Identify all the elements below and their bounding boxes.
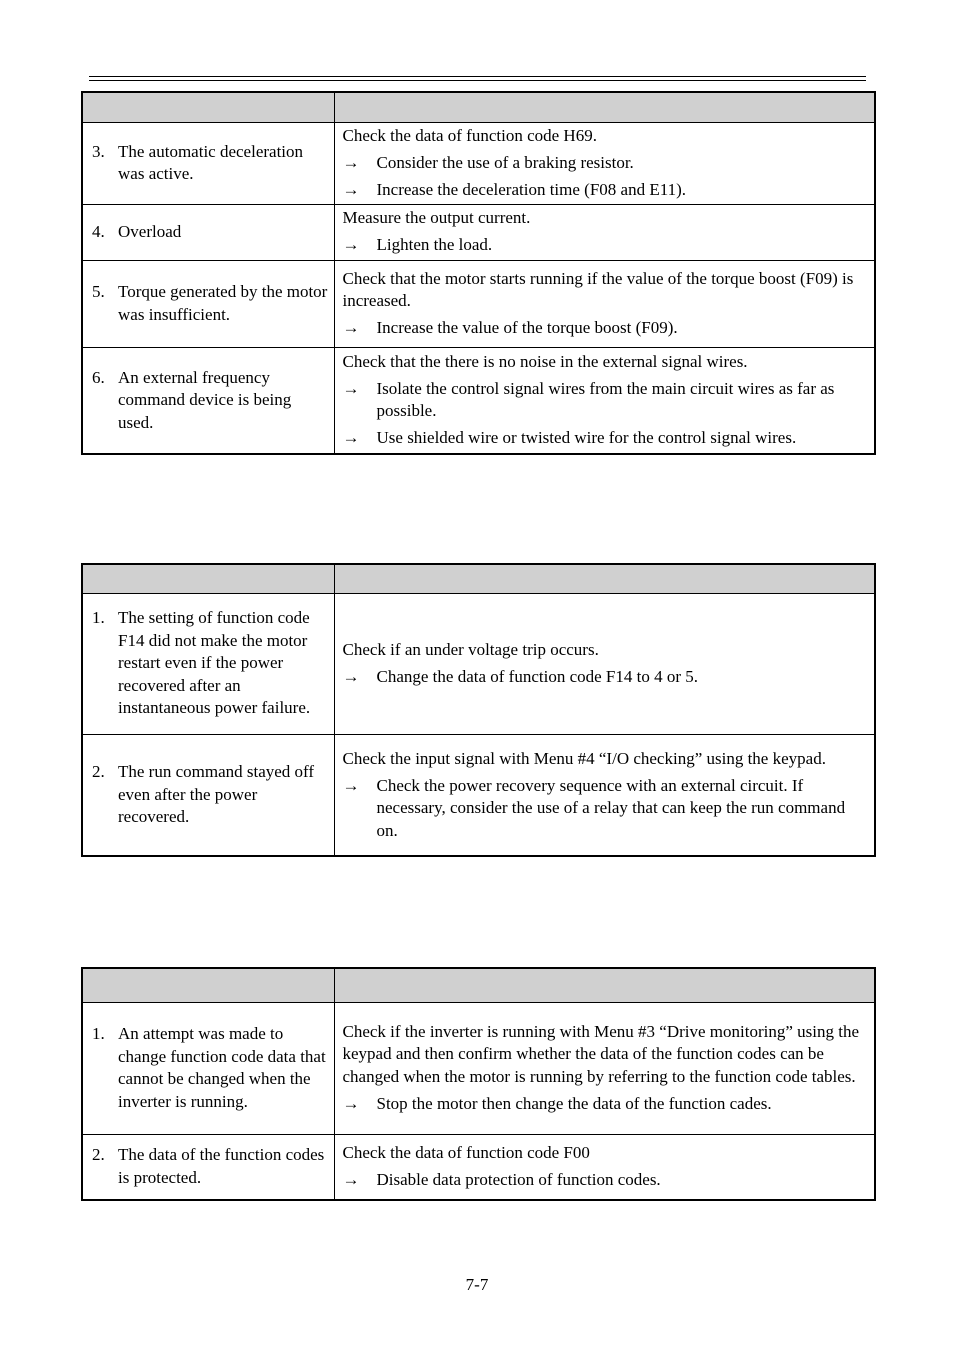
cause-cell <box>83 761 334 829</box>
check-text: Check the data of function code F00 <box>342 1143 590 1162</box>
action-item <box>343 1093 867 1116</box>
header-cell-causes <box>82 968 334 1002</box>
action-item <box>343 317 867 340</box>
action-text: Lighten the load. <box>376 235 493 255</box>
cause-number: 2. <box>92 1145 105 1165</box>
action-item <box>343 775 867 843</box>
action-text: Consider the use of a braking resistor. <box>376 152 634 172</box>
cause-cell <box>83 281 334 326</box>
action-text: Disable data protection of function codes. <box>376 1170 661 1189</box>
table-row <box>82 593 875 734</box>
remedy-cell <box>335 351 875 450</box>
arrow-icon: → <box>342 179 360 199</box>
header-rule <box>89 76 866 77</box>
cause-text: The run command stayed off even after the power recovered. <box>118 762 315 826</box>
arrow-icon: → <box>342 318 360 337</box>
check-text: Check that the motor starts running if the value of the torque boost (F09) is increased. <box>342 268 854 310</box>
troubleshooting-table-3 <box>81 967 876 1201</box>
arrow-icon: → <box>342 775 360 795</box>
action-text: Increase the deceleration time (F08 and E11). <box>376 179 686 199</box>
cause-cell <box>83 141 334 186</box>
remedy-cell <box>335 639 875 689</box>
remedy-cell <box>335 268 875 340</box>
remedy-cell <box>335 207 875 257</box>
check-text: Check if an under voltage trip occurs. <box>342 639 599 659</box>
check-text: Check if the inverter is running with Menu #3 “Drive monitoring” using the keypad and then confirm whether the data of the function codes can be changed when the motor is running by referring to the function code tables. <box>342 1021 860 1086</box>
cause-number: 5. <box>92 282 105 301</box>
action-item <box>343 234 867 257</box>
cause-cell <box>83 607 334 720</box>
cause-text: Torque generated by the motor was insufficient. <box>118 282 328 324</box>
arrow-icon: → <box>342 1093 360 1113</box>
action-item <box>343 179 867 202</box>
cause-text: The data of the function codes is protected. <box>118 1145 325 1187</box>
table-row <box>82 260 875 347</box>
cause-text: An external frequency command device is being used. <box>118 367 292 432</box>
header-cell-remedies <box>334 92 875 122</box>
header-cell-remedies <box>334 564 875 593</box>
cause-cell <box>83 1144 334 1189</box>
table-row <box>82 734 875 856</box>
cause-text: The setting of function code F14 did not make the motor restart even if the power recovered after an instantaneous power failure. <box>118 608 311 718</box>
cause-cell <box>83 367 334 435</box>
cause-text: An attempt was made to change function code data that cannot be changed when the inverter is running. <box>118 1024 326 1111</box>
action-text: Change the data of function code F14 to 4 or 5. <box>376 666 699 686</box>
cause-number: 2. <box>92 762 105 781</box>
table-row <box>82 347 875 454</box>
header-rule-double <box>89 80 866 81</box>
page-number: 7-7 <box>465 1275 489 1294</box>
header-cell-causes <box>82 92 334 122</box>
remedy-cell <box>335 1021 875 1116</box>
troubleshooting-table-1 <box>81 91 876 455</box>
arrow-icon: → <box>342 378 360 398</box>
action-item <box>343 427 867 450</box>
table-row <box>82 204 875 260</box>
action-text: Stop the motor then change the data of the function cades. <box>376 1093 772 1113</box>
table-row <box>82 1134 875 1200</box>
cause-number: 4. <box>92 221 105 241</box>
arrow-icon: → <box>342 152 360 172</box>
action-text: Check the power recovery sequence with an external circuit. If necessary, consider the use of a relay that can keep the run command on. <box>376 775 846 840</box>
arrow-icon: → <box>342 1170 360 1189</box>
troubleshooting-table-2 <box>81 563 876 857</box>
arrow-icon: → <box>342 666 360 686</box>
table-row <box>82 1002 875 1134</box>
arrow-icon: → <box>342 235 360 255</box>
table-header-row <box>82 968 875 1002</box>
check-text: Check the input signal with Menu #4 “I/O checking” using the keypad. <box>342 748 826 768</box>
table-header-row <box>82 564 875 593</box>
action-item <box>343 1169 867 1192</box>
cause-cell <box>83 1023 334 1113</box>
action-text: Use shielded wire or twisted wire for the control signal wires. <box>376 428 797 448</box>
table-row <box>82 122 875 204</box>
remedy-cell <box>335 748 875 843</box>
table-header-row <box>82 92 875 122</box>
action-item <box>343 378 867 423</box>
cause-number: 1. <box>92 1024 105 1043</box>
cause-number: 3. <box>92 141 105 161</box>
check-text: Check the data of function code H69. <box>342 125 597 145</box>
cause-cell <box>83 221 334 244</box>
check-text: Check that the there is no noise in the external signal wires. <box>342 351 748 371</box>
action-text: Increase the value of the torque boost (F09). <box>376 318 678 337</box>
cause-number: 1. <box>92 608 105 628</box>
cause-number: 6. <box>92 367 105 387</box>
cause-text: The automatic deceleration was active. <box>118 141 304 183</box>
cause-text: Overload <box>118 221 182 241</box>
action-item <box>343 152 867 175</box>
arrow-icon: → <box>342 428 360 448</box>
check-text: Measure the output current. <box>342 208 531 228</box>
header-cell-causes <box>82 564 334 593</box>
header-cell-remedies <box>334 968 875 1002</box>
remedy-cell <box>335 1142 875 1192</box>
remedy-cell <box>335 125 875 202</box>
action-text: Isolate the control signal wires from the main circuit wires as far as possible. <box>376 378 835 421</box>
action-item <box>343 666 867 689</box>
